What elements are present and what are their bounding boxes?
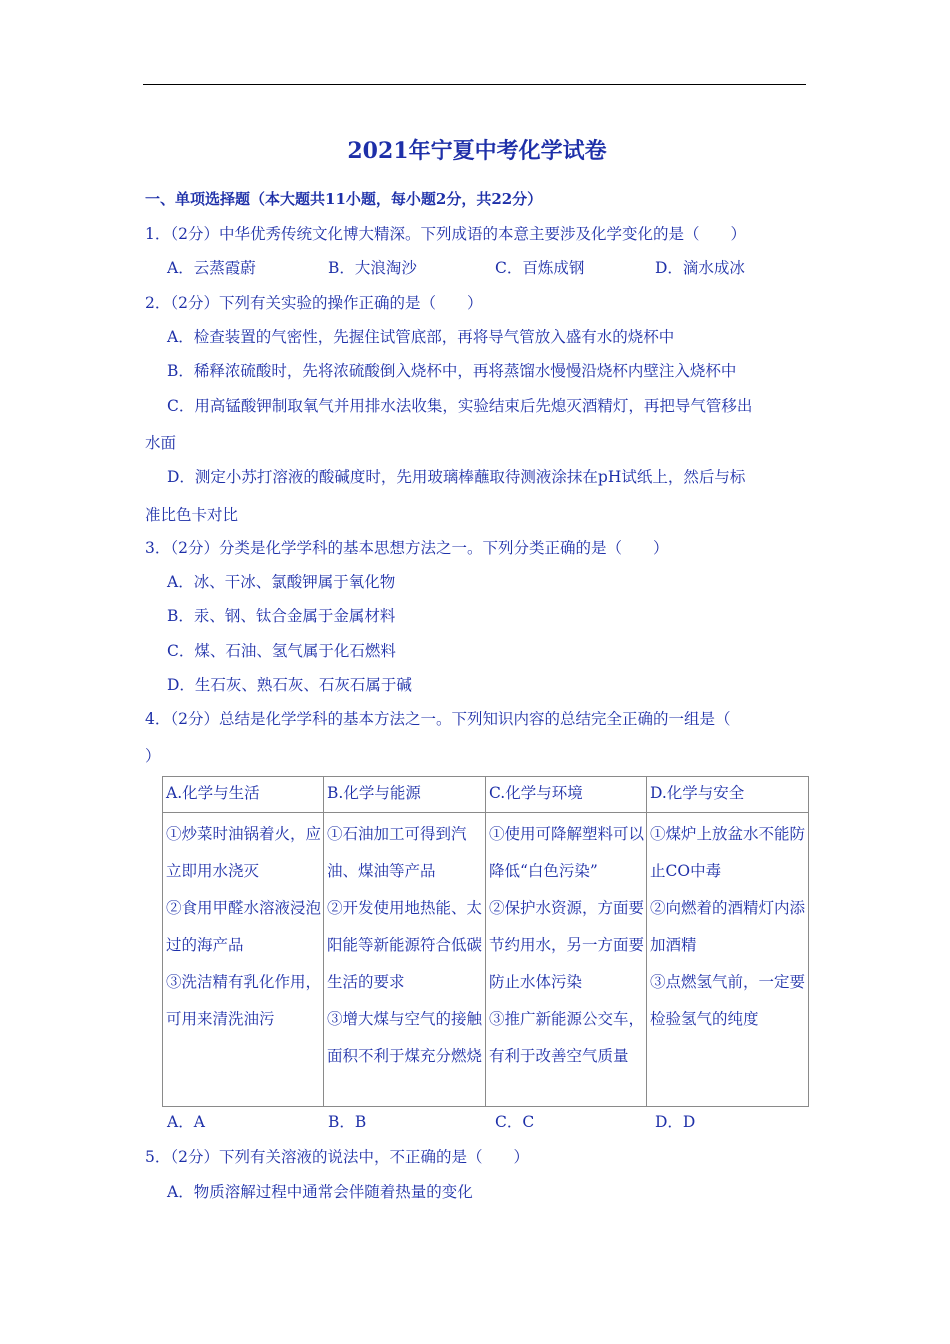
q2-option-d-line2: 准比色卡对比: [145, 506, 239, 524]
q2-option-d-line1: D．测定小苏打溶液的酸碱度时，先用玻璃棒蘸取待测液涂抹在pH试纸上，然后与标: [167, 468, 746, 486]
q3-option-c: C．煤、石油、氢气属于化石燃料: [167, 642, 396, 660]
section-heading: 一、单项选择题（本大题共11小题，每小题2分，共22分）: [145, 190, 543, 208]
cell-b-item-3: ③增大煤与空气的接触面积不利于煤充分燃烧: [327, 1010, 483, 1065]
cell-c-item-1: ①使用可降解塑料可以降低“白色污染”: [489, 825, 645, 880]
q5-option-a: A．物质溶解过程中通常会伴随着热量的变化: [167, 1183, 473, 1201]
cell-c-item-2: ②保护水资源，方面要节约用水，另一方面要防止水体污染: [489, 899, 645, 991]
header-a: A.化学与生活: [163, 777, 324, 813]
cell-a-item-1: ①炒菜时油锅着火，应立即用水浇灭: [166, 825, 322, 880]
q4-option-d: D．D: [655, 1113, 696, 1131]
header-rule: [143, 84, 806, 85]
q1-option-c: C．百炼成钢: [495, 259, 585, 277]
q1-option-d: D．滴水成冰: [655, 259, 745, 277]
cell-a-item-3: ③洗洁精有乳化作用，可用来清洗油污: [166, 973, 322, 1028]
q2-option-c-line2: 水面: [145, 434, 177, 452]
q3-option-a: A．冰、干冰、氯酸钾属于氧化物: [167, 573, 396, 591]
cell-a: [163, 813, 324, 1107]
question-4-options: [167, 1112, 807, 1132]
header-d: D.化学与安全: [647, 777, 809, 813]
cell-b-item-1: ①石油加工可得到汽油、煤油等产品: [327, 825, 467, 880]
table-header-row: [163, 777, 809, 813]
cell-d-item-1: ①煤炉上放盆水不能防止CO中毒: [650, 825, 806, 880]
header-c: C.化学与环境: [486, 777, 647, 813]
question-4-stem-line2: ）: [145, 747, 161, 765]
q3-option-d: D．生石灰、熟石灰、石灰石属于碱: [167, 676, 412, 694]
header-b: B.化学与能源: [324, 777, 486, 813]
cell-b-item-2: ②开发使用地热能、太阳能等新能源符合低碳生活的要求: [327, 899, 483, 991]
q2-option-a: A．检查装置的气密性，先握住试管底部，再将导气管放入盛有水的烧杯中: [167, 328, 675, 346]
q3-option-b: B．汞、钢、钛合金属于金属材料: [167, 607, 396, 625]
question-4-stem-line1: 4．（2分）总结是化学学科的基本方法之一。下列知识内容的总结完全正确的一组是（: [145, 710, 731, 728]
cell-a-item-2: ②食用甲醛水溶液浸泡过的海产品: [166, 899, 322, 954]
q4-option-c: C．C: [495, 1113, 535, 1131]
cell-d-item-3: ③点燃氢气前，一定要检验氢气的纯度: [650, 973, 806, 1028]
question-2-stem: 2．（2分）下列有关实验的操作正确的是（ ）: [145, 294, 483, 312]
question-5-stem: 5．（2分）下列有关溶液的说法中，不正确的是（ ）: [145, 1148, 529, 1166]
question-1-stem: 1．（2分）中华优秀传统文化博大精深。下列成语的本意主要涉及化学变化的是（ ）: [145, 225, 746, 243]
q4-option-b: B．B: [328, 1113, 367, 1131]
q2-option-b: B．稀释浓硫酸时，先将浓硫酸倒入烧杯中，再将蒸馏水慢慢沿烧杯内壁注入烧杯中: [167, 362, 737, 380]
q1-option-b: B．大浪淘沙: [328, 259, 417, 277]
table-row: [163, 813, 809, 1107]
cell-c-item-3: ③推广新能源公交车，有利于改善空气质量: [489, 1010, 645, 1065]
q2-option-c-line1: C．用高锰酸钾制取氧气并用排水法收集，实验结束后先熄灭酒精灯，再把导气管移出: [167, 397, 753, 415]
cell-d-item-2: ②向燃着的酒精灯内添加酒精: [650, 899, 806, 954]
knowledge-table: [162, 776, 809, 1107]
q4-option-a: A．A: [167, 1113, 205, 1131]
cell-c: [486, 813, 647, 1107]
cell-b: [324, 813, 486, 1107]
q1-option-a: A．云蒸霞蔚: [167, 259, 256, 277]
page-title: 2021年宁夏中考化学试卷: [347, 138, 607, 164]
question-3-stem: 3．（2分）分类是化学学科的基本思想方法之一。下列分类正确的是（ ）: [145, 539, 669, 557]
cell-d: [647, 813, 809, 1107]
